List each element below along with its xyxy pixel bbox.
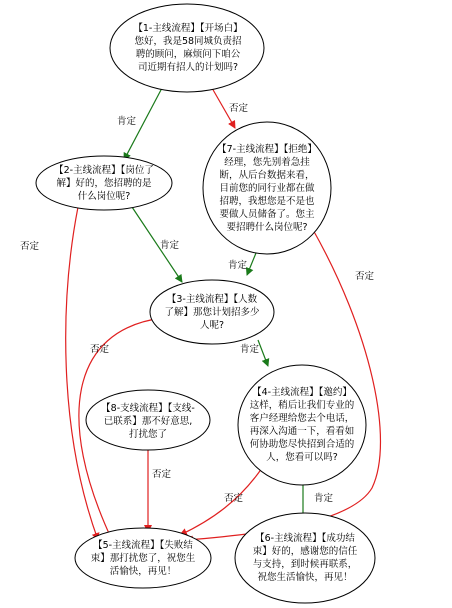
node-5-text: 【5-主线流程】【失败结束】那打扰您了，祝您生活愉快，再见！ xyxy=(90,539,196,577)
label-n1-n7: 否定 xyxy=(229,103,249,114)
node-2-text: 【2-主线流程】【岗位了解】好的，您招聘的是什么岗位呢? xyxy=(54,164,154,202)
label-n7-n5: 否定 xyxy=(355,271,375,282)
label-n2-n5: 否定 xyxy=(20,241,40,252)
node-4-text: 【4-主线流程】【邀约】这样，稍后让我们专业的客户经理给您去个电话，再深入沟通一下，看看如何协助您尽快招到合适的人，您看可以吗? xyxy=(249,387,355,463)
label-n3-n4: 肯定 xyxy=(240,344,260,355)
node-6-text: 【6-主线流程】【成功结束】好的，感谢您的信任与支持，到时候再联系，祝您生活愉快，再见！ xyxy=(252,533,358,583)
label-n2-n3: 肯定 xyxy=(160,240,180,251)
label-n7-n3: 肯定 xyxy=(228,260,248,271)
node-7-text: 【7-主线流程】【拒绝】经理，您先别着急挂断，从后台数据来看，目前您的同行业都在做招聘，我想您是不是也要做人员储备了。您主要招聘什么岗位呢? xyxy=(217,143,317,233)
label-n4-n5: 否定 xyxy=(224,493,244,504)
edge-n3-n4 xyxy=(258,340,268,366)
label-n1-n2: 肯定 xyxy=(117,116,137,127)
edge-n4-n5 xyxy=(180,468,262,535)
label-n8-n5: 否定 xyxy=(152,469,172,480)
node-3-text: 【3-主线流程】【人数了解】那您计划招多少人呢? xyxy=(164,293,260,331)
node-1-text: 【1-主线流程】【开场白】您好，我是58同城负责招聘的顾问，麻烦问下咱公司近期有招人的计划吗? xyxy=(133,23,243,73)
edge-n2-n5 xyxy=(66,207,98,540)
edge-n7-n3 xyxy=(247,253,256,275)
label-n3-n5: 否定 xyxy=(90,344,110,355)
node-8-text: 【8-支线流程】【支线-已联系】那不好意思,打扰您了 xyxy=(101,402,195,440)
label-n4-n6: 肯定 xyxy=(314,493,334,504)
